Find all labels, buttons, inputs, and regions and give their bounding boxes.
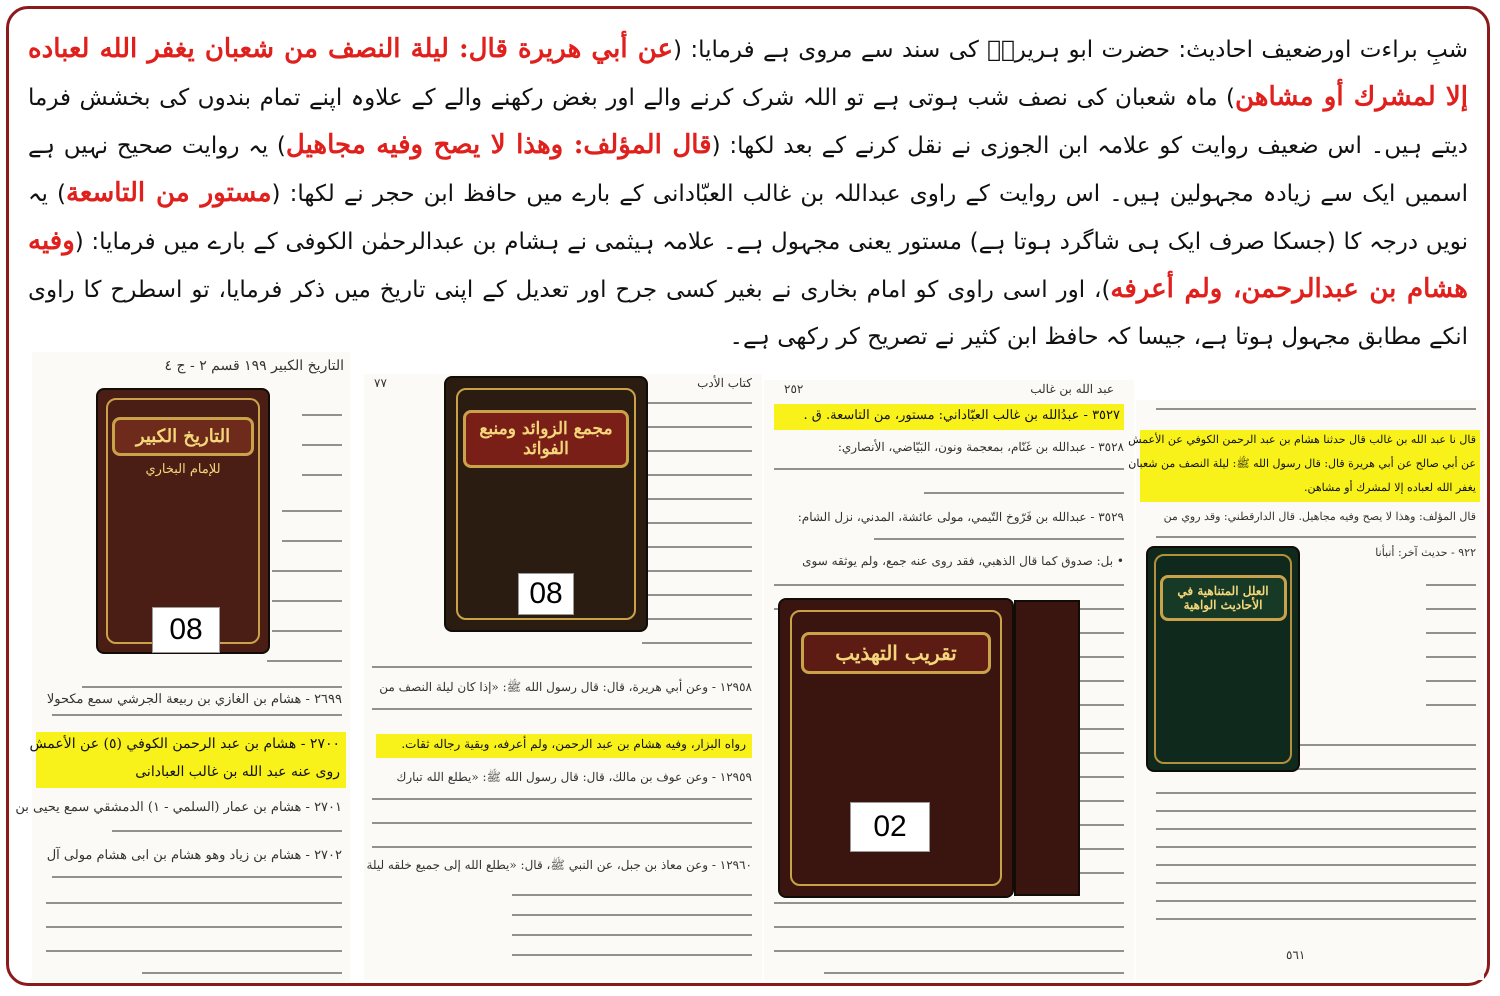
arabic-ibn-jawzi: قال المؤلف: وهذا لا يصح وفيه مجاهيل: [285, 130, 712, 160]
urdu-text-1: شبِ براءت اورضعیف احادیث: حضرت ابو ہریرہؓ کی سند سے مروی ہے فرمایا: (: [673, 37, 1468, 63]
ilal-highlight-line-3: يغفر الله لعباده إلا لمشرك أو مشاهن.: [1303, 481, 1476, 494]
taqrib-line-b: ٣٥٢٩ - عبدالله بن فَرّوخ التّيمي، مولى عائشة، المدني، نزل الشام:: [797, 510, 1124, 524]
taqrib-line-a: ٣٥٢٨ - عبدالله بن غَنّام، بمعجمة ونون، البَيّاضي، الأنصاري:: [837, 440, 1124, 454]
book-ilal-cover: [1148, 548, 1298, 770]
taqrib-cover-title: تقريب التهذيب: [801, 632, 992, 674]
taqrib-spine: [1014, 600, 1080, 896]
majma-line-c: ١٢٩٦٠ - وعن معاذ بن جبل، عن النبي ﷺ، قال: «يطلع الله إلى جميع خلقه ليلة: [366, 858, 752, 872]
ilal-highlight-line-1: قال نا عبد الله بن غالب قال حدثنا هشام بن عبد الرحمن الكوفي عن الأعمش: [1128, 433, 1476, 446]
taqrib-page-no: ٢٥٢: [784, 382, 804, 396]
tarikh-line-b: ٢٧٠١ - هشام بن عمار (السلمي - ١) الدمشقي سمع يحيى بن: [15, 800, 342, 815]
tarikh-cover-subtitle: للإمام البخاري: [145, 462, 221, 478]
ilal-line-a: قال المؤلف: وهذا لا يصح وفيه مجاهيل. قال الدارقطني: وقد روي من: [1163, 510, 1476, 523]
taqrib-line-c: • بل: صدوق كما قال الذهبي، فقد روى عنه جمع، ولم يوثقه سوى: [802, 554, 1124, 568]
taqrib-highlight-text: ٣٥٢٧ - عبدُالله بن غالب العبّاداني: مستور، من التاسعة. ق .: [803, 408, 1120, 423]
tarikh-line-a: ٢٦٩٩ - هشام بن الغازي بن ربيعة الجرشي سمع مكحولا: [46, 692, 342, 707]
taqrib-header: عبد الله بن غالب: [1030, 382, 1114, 396]
taqrib-number-tag: 02: [850, 802, 930, 852]
tarikh-highlight-line-1: ٢٧٠٠ - هشام بن عبد الرحمن الكوفي (٥) عن الأعمش: [29, 736, 340, 752]
tarikh-number-tag: 08: [152, 607, 220, 653]
urdu-text-3: ) یہ روایت صحیح نہیں ہے اسمیں ایک سے زیادہ مجہولین ہیں۔ اس روایت کے راوی عبداللہ بن غالب العبّادانی کے بارے میں حافظ ابن حجر نے لکھا: (: [28, 133, 1468, 207]
ilal-page-no: ٥٦١: [1286, 948, 1306, 962]
majma-cover-title: مجمع الزوائد ومنبع الفوائد: [463, 410, 629, 468]
majma-header: كتاب الأدب: [697, 376, 752, 390]
ilal-line-b: ٩٢٢ - حديث آخر: أنبأنا: [1375, 546, 1476, 559]
tarikh-cover-title: التاريخ الكبير: [112, 417, 255, 456]
majma-line-b: ١٢٩٥٩ - وعن عوف بن مالك، قال: قال رسول الله ﷺ: «يطلع الله تبارك: [396, 770, 752, 784]
majma-number-tag: 08: [518, 573, 574, 615]
majma-line-a: ١٢٩٥٨ - وعن أبي هريرة، قال: قال رسول الله ﷺ: «إذا كان ليلة النصف من: [379, 680, 752, 694]
urdu-text-4: ) یہ نویں درجہ کا (جسکا صرف ایک ہی شاگرد ہوتا ہے) مستور یعنی مجہول ہے۔ علامہ ہیثمی نے ہشام بن عبدالرحمٰن الکوفی کے بارے میں فرمایا: (: [28, 181, 1468, 255]
tarikh-line-c: ٢٧٠٢ - هشام بن زياد وهو هشام بن ابى هشام مولى آل: [46, 848, 342, 863]
ilal-cover-title: العلل المتناهية في الأحاديث الواهية: [1160, 575, 1287, 621]
urdu-text-5: )، اور اسی راوی کو امام بخاری نے بغیر کسی جرح اور تعدیل کے اپنی تاریخ میں ذکر فرمایا، تو اسطرح کا راوی انکے مطابق مجہول ہوتا ہے، جیسا کہ حافظ ابن کثیر نے تصریح کر رکھی ہے۔: [28, 277, 1468, 350]
majma-highlight-text: رواه البزار، وفيه هشام بن عبد الرحمن، ولم أعرفه، وبقية رجاله ثقات.: [401, 737, 746, 751]
tarikh-highlight-line-2: روى عنه عبد الله بن غالب العبادانى: [135, 764, 340, 780]
arabic-haythami: وفيه هشام بن عبدالرحمن، ولم أعرفه: [28, 226, 1468, 304]
tarikh-header: التاريخ الكبير ١٩٩ قسم ٢ - ج ٤: [164, 358, 344, 374]
arabic-hadith: عن أبي هريرة قال: ليلة النصف من شعبان يغفر الله لعباده إلا لمشرك أو مشاهن: [28, 34, 1468, 112]
arabic-ibn-hajar: مستور من التاسعة: [65, 178, 272, 208]
urdu-paragraph: [28, 26, 1468, 361]
ilal-highlight-line-2: عن أبي صالح عن أبي هريرة قال: قال رسول الله ﷺ: ليلة النصف من شعبان: [1128, 457, 1476, 470]
urdu-text-2: ) ماہ شعبان کی نصف شب ہوتی ہے تو اللہ شرک کرنے والے اور بغض رکھنے والے کے علاوہ اپنے تمام بندوں کی بخشش فرما دیتے ہیں۔ اس ضعیف روایت کو علامہ ابن الجوزی نے نقل کرنے کے بعد لکھا: (: [28, 85, 1468, 159]
majma-page-no: ٧٧: [374, 376, 387, 390]
